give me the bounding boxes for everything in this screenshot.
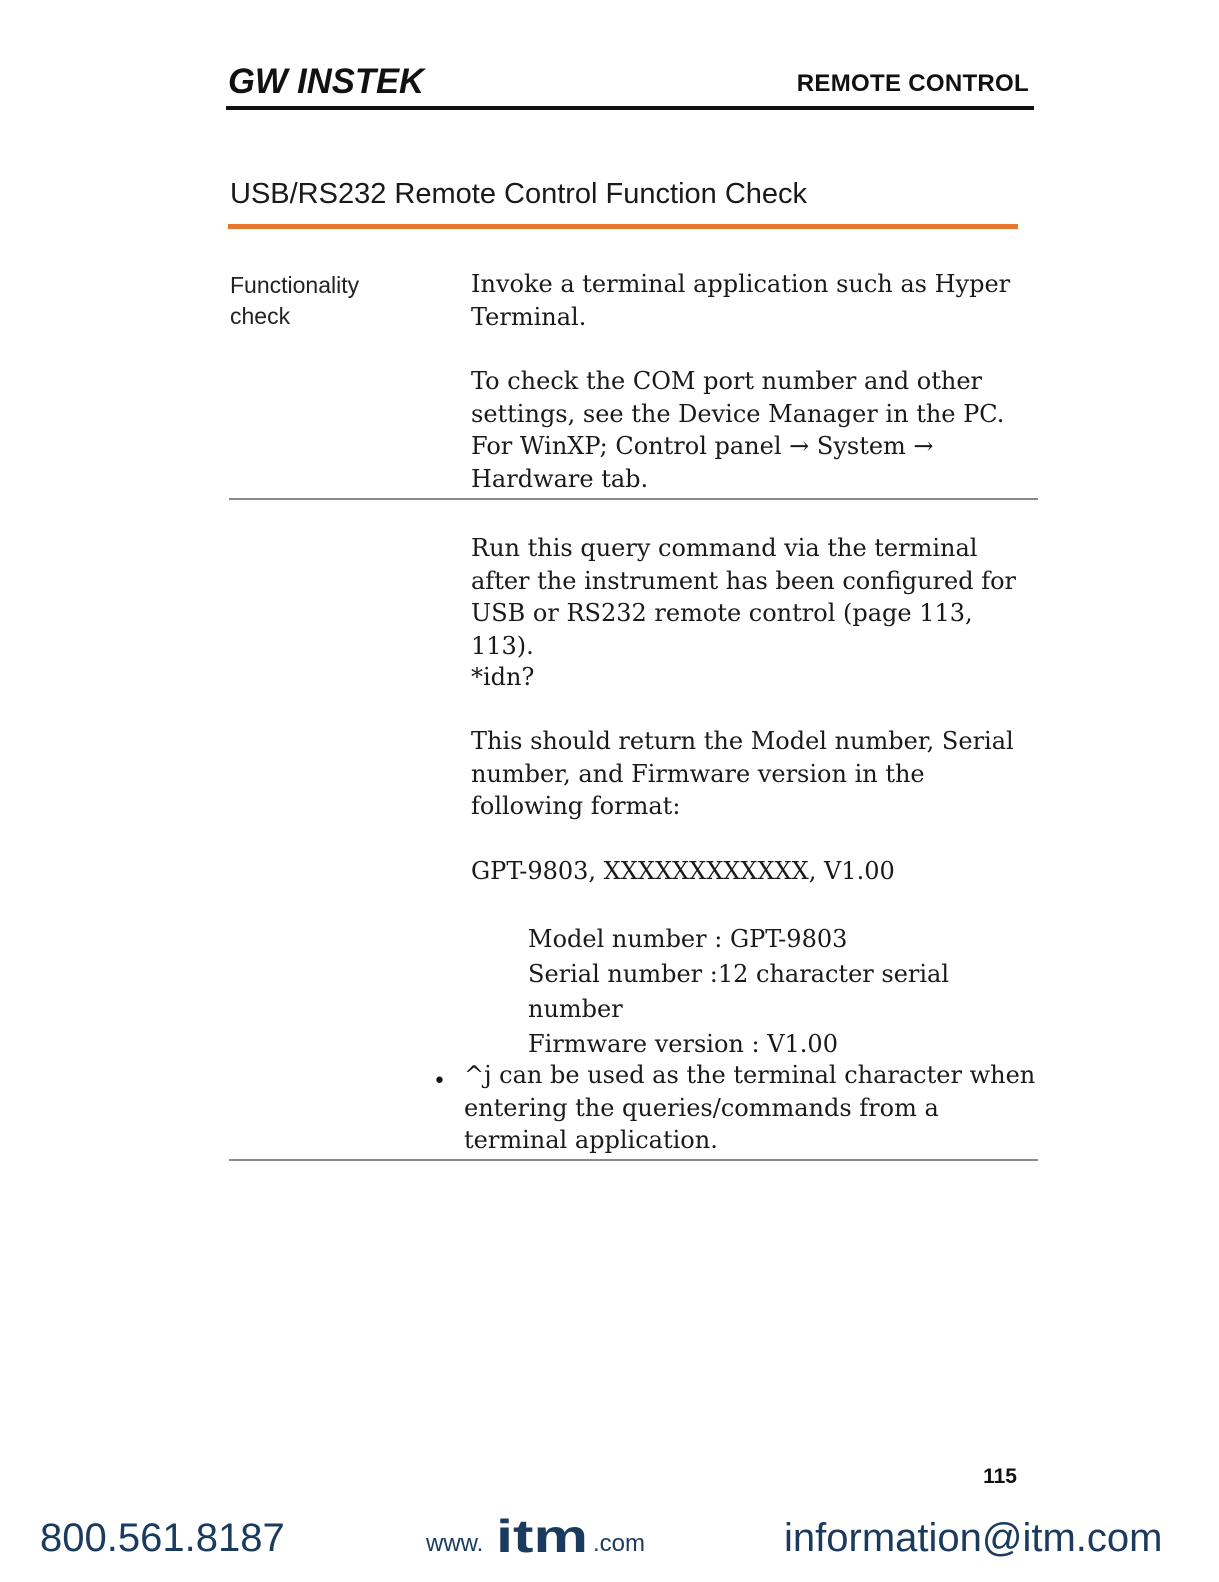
footer-com: .com: [593, 1530, 646, 1557]
footer-www: www.: [426, 1530, 484, 1557]
paragraph-com-port: To check the COM port number and other settings, see the Device Manager in the PC. For WinXP; Control panel → System → Hardware tab.: [471, 367, 1005, 493]
row-label-line2: check: [230, 303, 291, 329]
section-title: USB/RS232 Remote Control Function Check: [230, 178, 808, 210]
format-example: GPT-9803, XXXXXXXXXXXX, V1.00: [471, 857, 895, 885]
row-label: [230, 270, 359, 332]
logo-text: GW INSTEK: [228, 62, 427, 98]
paragraph-invoke-terminal: Invoke a terminal application such as Hyper Terminal.: [471, 270, 1011, 331]
itm-logo: [496, 1514, 590, 1556]
detail-model-number: Model number : GPT-9803: [528, 925, 848, 953]
bullet-icon: •: [433, 1069, 446, 1094]
row-label-line1: Functionality: [230, 272, 360, 298]
paragraph-return-format: This should return the Model number, Serial number, and Firmware version in the following format:: [471, 727, 1014, 820]
page-number: 115: [983, 1465, 1017, 1488]
detail-firmware-version: Firmware version : V1.00: [528, 1030, 838, 1058]
footer-email: information@itm.com: [784, 1516, 1163, 1560]
chapter-title: REMOTE CONTROL: [796, 70, 1029, 97]
note-terminal-character: ^j can be used as the terminal character when entering the queries/commands from a terminal application.: [464, 1061, 1036, 1154]
footer-phone-text: 800.561.8187: [40, 1516, 285, 1560]
itm-logo-text: itm: [496, 1514, 588, 1556]
row-divider: [229, 1159, 1038, 1161]
header-rule: [226, 106, 1034, 110]
idn-command: *idn?: [471, 663, 535, 691]
footer-phone: [40, 1516, 310, 1561]
gw-instek-logo: [228, 62, 428, 98]
section-underline: [228, 224, 1018, 229]
detail-list: [528, 922, 1048, 1062]
row-divider: [229, 498, 1038, 500]
paragraph-run-query: Run this query command via the terminal after the instrument has been configured for USB or RS232 remote control (page 113, 113).: [471, 534, 1017, 660]
detail-serial-number: Serial number :12 character serial number: [528, 960, 950, 1023]
